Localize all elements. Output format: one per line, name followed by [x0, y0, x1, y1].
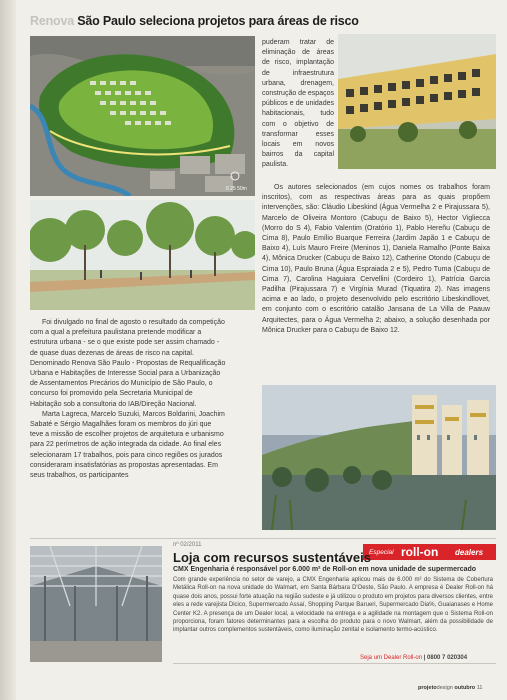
badge-especial: Especial — [369, 549, 394, 556]
scale-label: 0 25 50m — [226, 186, 247, 192]
magazine-name-b: design — [436, 685, 453, 691]
warehouse-photo — [30, 546, 162, 662]
article-column-left — [30, 318, 226, 481]
advertorial-box — [30, 538, 496, 666]
page-number: 11 — [475, 685, 483, 691]
article-paragraph: puderam tratar de eliminação de áreas de risco, implantação de infraestrutura urbana, drenagem, construção de espaços públicos e de unidades habitacionais, tudo com o objetivo de transformar esses locais em novos bairros da capital paulista. — [262, 39, 334, 169]
article-headline — [30, 14, 359, 28]
article-paragraph: Marta Lagreca, Marcelo Suzuki, Marcos Boldarini, Joachim Sabaté e Sérgio Magalhães foram os membros do júri que teve a missão de escolher projetos de arquitetura e urbanismo para 22 perímetros de ação integrada da cidade. Ao final eles selecionaram 17 trabalhos, pois para cinco regiões os jurados consideraram insatisfatórias as propostas apresentadas. Em seus trabalhos, os participantes — [30, 410, 225, 480]
binding-gutter — [0, 0, 16, 700]
magazine-name-a: projeto — [418, 685, 437, 691]
article-column-narrow — [262, 38, 334, 171]
ad-footer — [360, 655, 467, 661]
divider — [173, 663, 496, 664]
page-footer — [418, 685, 482, 691]
dealer-phone: | 0800 7 020304 — [422, 655, 468, 661]
park-render-image — [30, 200, 255, 310]
roll-on-dealers-badge — [363, 544, 496, 560]
waterfront-render-image — [262, 385, 496, 530]
article-paragraph: Foi divulgado no final de agosto o resultado da competição com a qual a prefeitura paulistana pretende modificar a estrutura urbana - se o que existe pode ser assim chamado - de quase duas dezenas de áreas de risco na capital. Denominado Renova São Paulo - Propostas de Requalificação Urbana e Habitações de Interesse Social para a Urbanização de Assentamentos Precários do Município de São Paulo, o concurso foi promovido pela Secretaria Municipal de Habitação sob a consultoria do IAB/Direção Nacional. — [30, 319, 226, 408]
aerial-plan-image — [30, 36, 255, 196]
ad-subtitle: CMX Engenharia é responsável por 6.000 m² de Roll-on em nova unidade de supermercado — [173, 566, 477, 573]
issue-month: outubro — [452, 685, 476, 691]
badge-dealers: dealers — [455, 548, 484, 557]
ad-body: Com grande experiência no setor de varejo, a CMX Engenharia aplicou mais de 6.000 m² do Sistema de Cobertura Metálica Roll-on na nova unidade do Walmart, em Santa Bárbara D'Oeste, São Paulo. A empresa é Dealer Roll-on há quase dois anos, possui forte atuação na região sudeste e já utilizou o produto em projetos para diversos clientes, entre eles a rede varejista Dicico, Supermercado Assaí, Shopping Parque Barueri, Supermercado Dia%, Guaianases e Home Center K2. A presença de um Dealer local, a velocidade na entrega e a agilidade na montagem que o Sistema Roll-on proporciona, foram fatores determinantes para a escolha do produto para o novo Walmart, além da possibilidade de implantar outros complementos sustentáveis, como iluminação zenital e isolamento termo-acústico. — [173, 577, 493, 634]
dealer-cta: Seja um Dealer Roll-on — [360, 655, 423, 661]
badge-brand: roll-on — [401, 545, 439, 559]
headline-rest: São Paulo seleciona projetos para áreas de risco — [73, 14, 359, 28]
headline-lead: Renova — [30, 14, 74, 28]
divider — [30, 538, 496, 539]
article-paragraph: Os autores selecionados (em cujos nomes os trabalhos foram inscritos), com as respectivas áreas para as quais propõem intervenções, são: Cláudio Libeskind (Água Vermelha 2 e Pirajussara 5), Marcelo de Oliveira Montoro (Cabuçu de Baixo 5), Hector Vigliecca (Morro do S 4), Fabio Valentim (Oratório 1), Pablo Hereñu (Cabuçu de Cima 8), Paulo Emílio Buarque Ferreira (Jardim Japão 1 e Cabuçu de Baixo 4), Luís Mauro Freire (Meninos 1), Daniela Ramalho (Ponte Baixa 4), Mônica Drucker (Cabuçu de Baixo 12), Catherine Otondo (Cabuçu de Cima 10), Paulo Bruna (Água Espraiada 2 e 5), Pedro Tuma (Cabuçu de Cima 7), Carolina Haguiara Cervellini (Cordeiro 1), Patrícia Garcia Padilha (Pirajussara 7) e Virgínia Murad (Tiquatira 2). Nas imagens acima e ao lado, o projeto desenvolvido pelo escritório Libeskindllovet, em conjunto com o escritório catalão Jansana de La Villa de Paauw Arquitectes, para o Água Vermelha 2; abaixo, a solução desenhada por Mônica Drucker para o Cabuçu de Baixo 12. — [262, 184, 490, 334]
article-column-right — [262, 183, 490, 336]
housing-render-image — [338, 34, 496, 169]
ad-title: Loja com recursos sustentáveis — [173, 550, 371, 565]
ad-number: nº 02/2011 — [173, 542, 202, 548]
